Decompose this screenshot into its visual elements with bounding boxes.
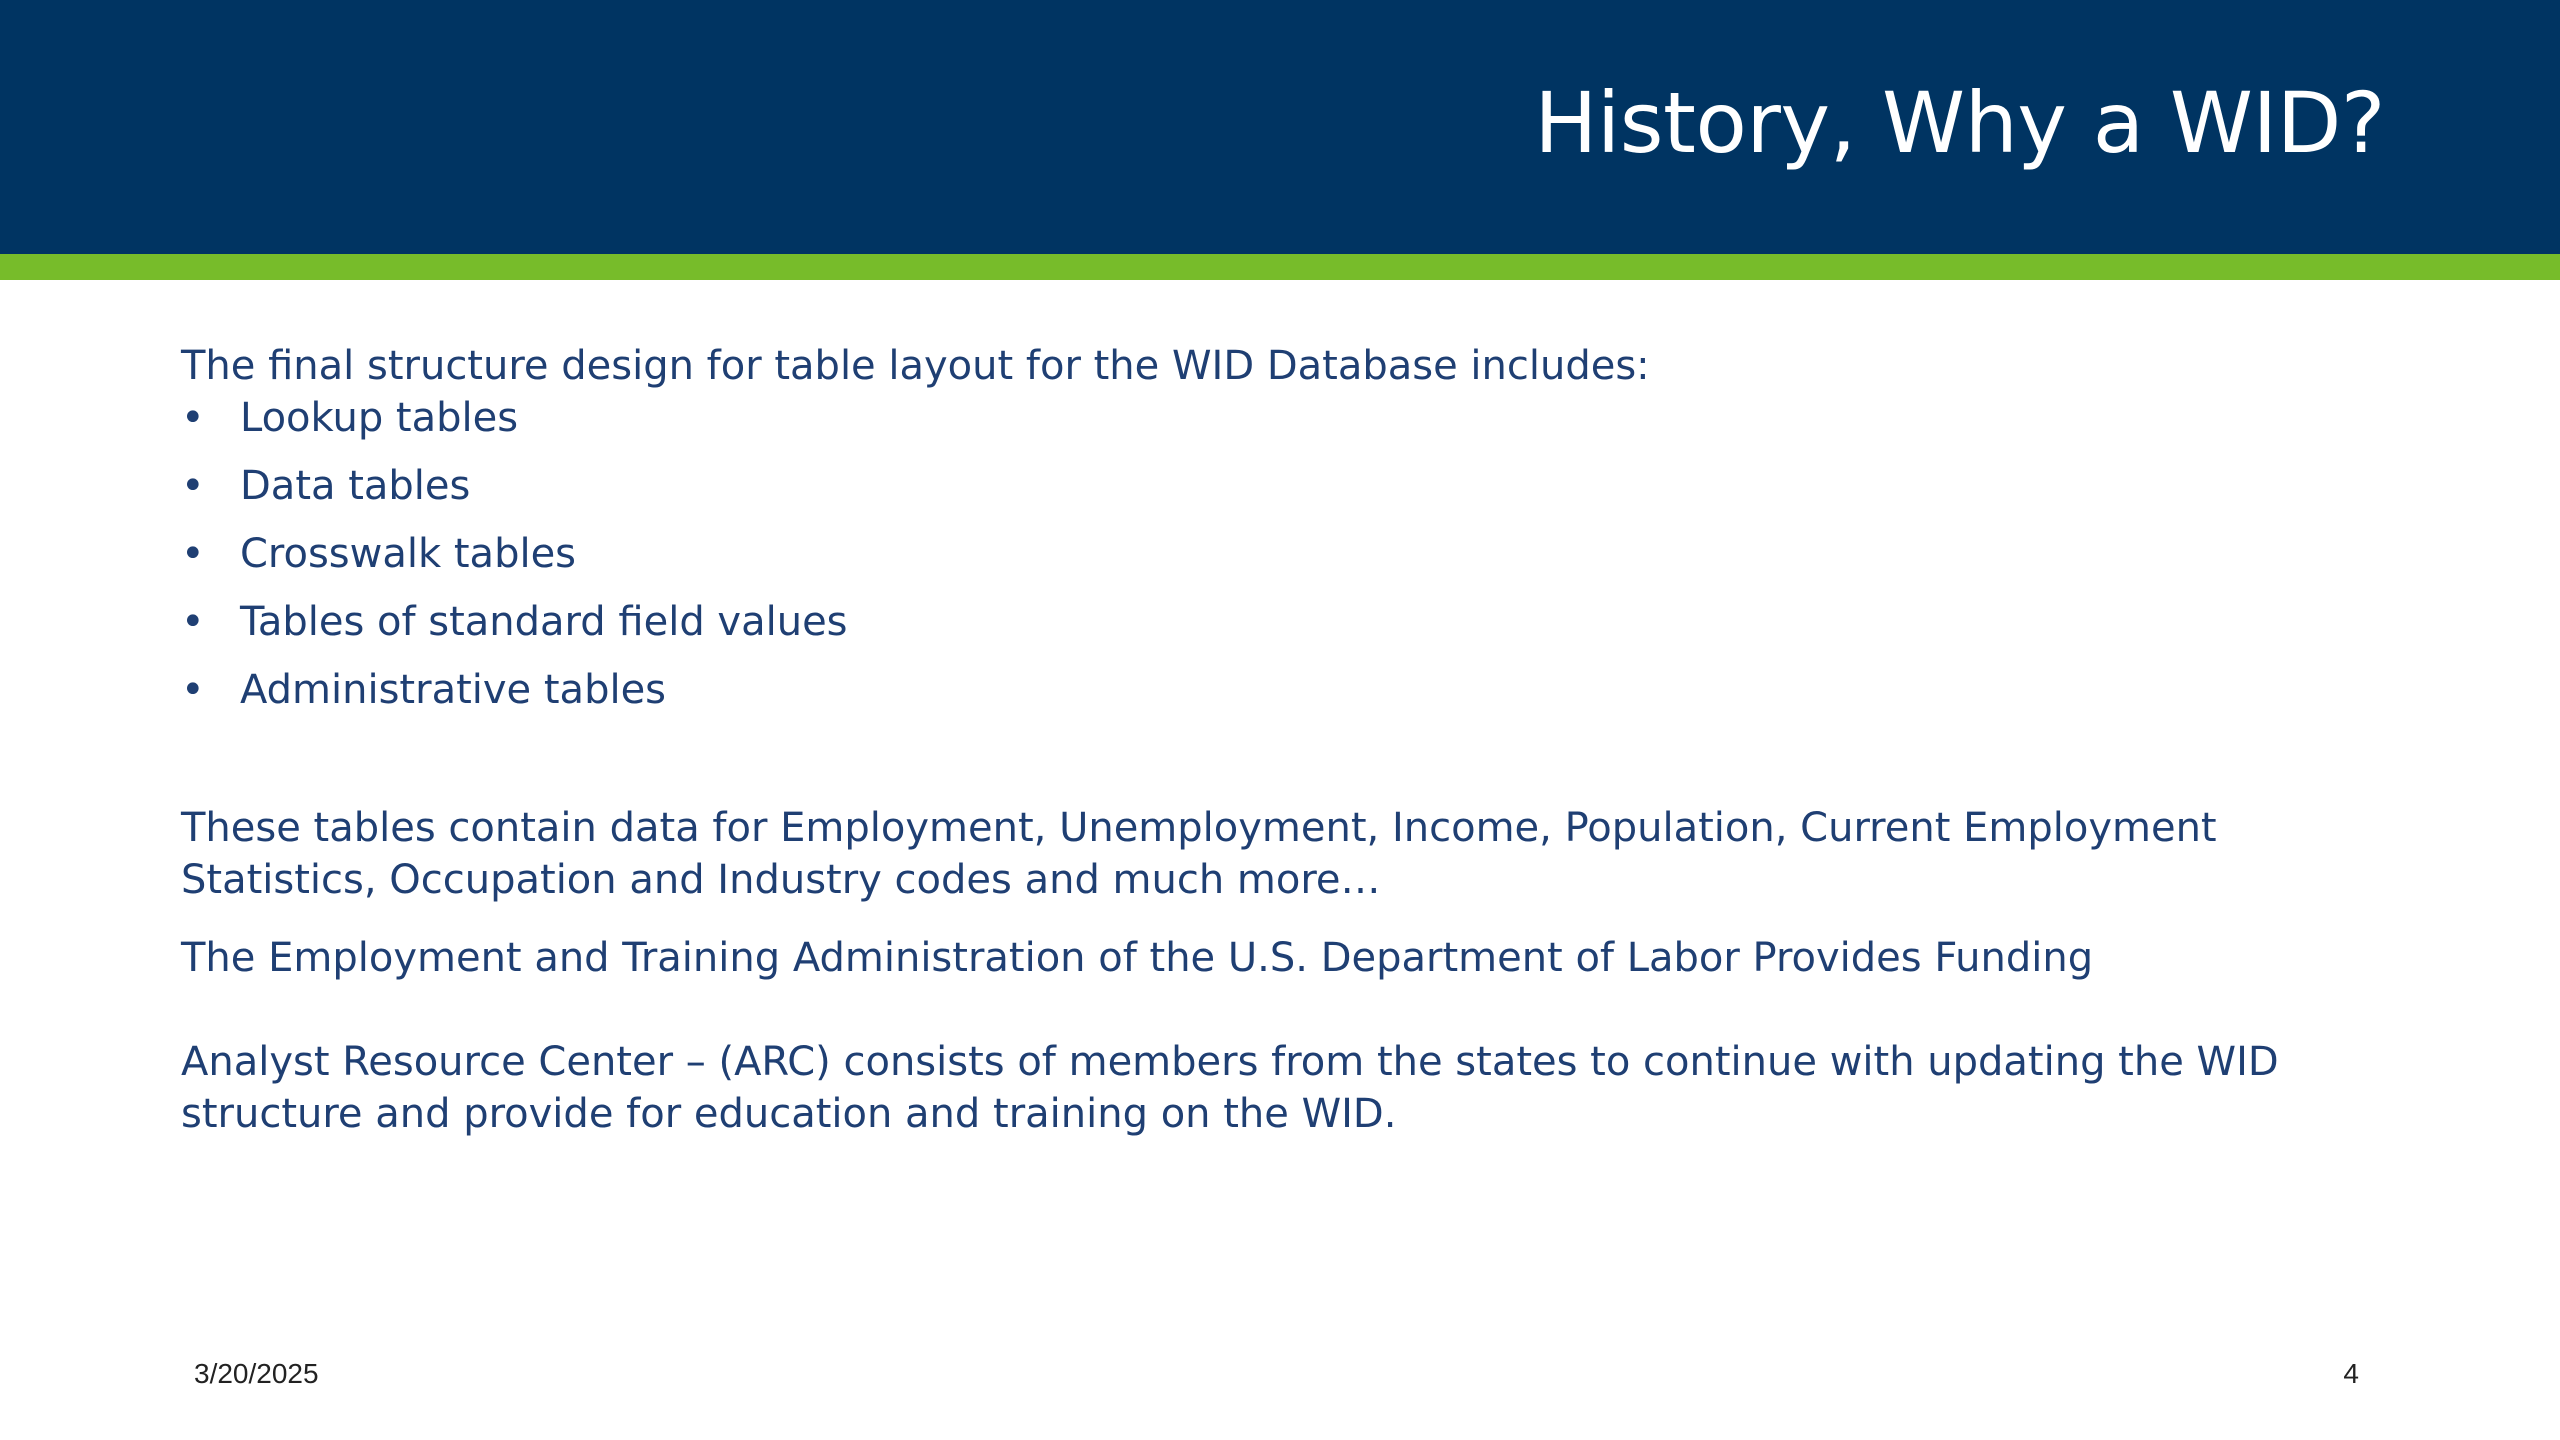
bullet-text: Tables of standard field values: [240, 599, 848, 645]
arc-paragraph: Analyst Resource Center – (ARC) consists of members from the states to continue with updating the WID structure and provide for education and training on the WID.: [181, 1039, 2279, 1137]
bullet-text: Lookup tables: [240, 395, 519, 441]
slide-body: [181, 340, 2341, 1140]
slide-title: History, Why a WID?: [1534, 74, 2385, 172]
bullet-text: Administrative tables: [240, 667, 667, 713]
slide-header: [0, 0, 2560, 254]
bullet-item: [181, 664, 2341, 732]
accent-stripe: [0, 254, 2560, 280]
funding-paragraph: The Employment and Training Administration of the U.S. Department of Labor Provides Funding: [181, 935, 2094, 981]
bullet-dot-icon: •: [181, 395, 205, 441]
bullet-dot-icon: •: [181, 667, 205, 713]
bullet-item: [181, 392, 2341, 460]
footer-date: 3/20/2025: [194, 1358, 319, 1389]
bullet-item: [181, 528, 2341, 596]
bullet-text: Data tables: [240, 463, 471, 509]
bullet-list: [181, 392, 2341, 732]
bullet-dot-icon: •: [181, 463, 205, 509]
tables-paragraph: These tables contain data for Employment, Unemployment, Income, Population, Current Employment Statistics, Occupation and Industry codes and much more…: [181, 805, 2217, 903]
bullet-item: [181, 596, 2341, 664]
footer-page-number: 4: [2343, 1358, 2359, 1389]
intro-text: The final structure design for table layout for the WID Database includes:: [181, 343, 1650, 389]
bullet-text: Crosswalk tables: [240, 531, 577, 577]
bullet-dot-icon: •: [181, 531, 205, 577]
bullet-dot-icon: •: [181, 599, 205, 645]
bullet-item: [181, 460, 2341, 528]
